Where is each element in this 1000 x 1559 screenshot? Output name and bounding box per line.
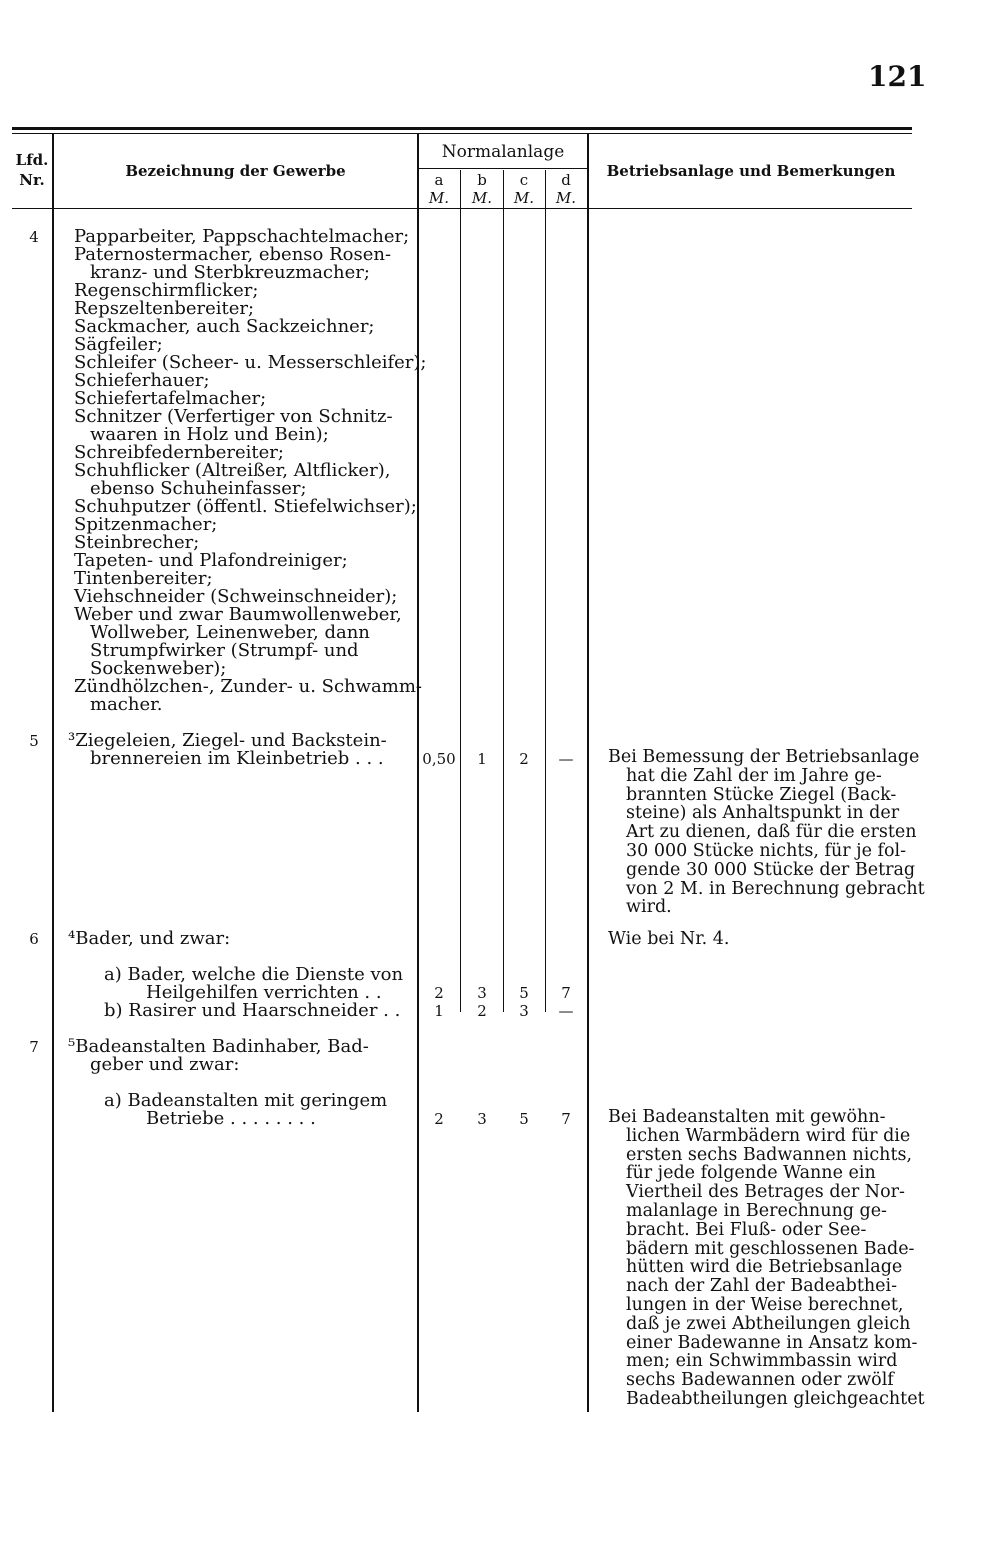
row-7a-value-c: 5	[519, 1110, 529, 1128]
row-6b-value-c: 3	[519, 1002, 529, 1020]
row-4-line: Papparbeiter, Pappschachtelmacher;	[74, 226, 410, 247]
row-5-value-b: 1	[477, 750, 487, 768]
row-6-title: ⁴Bader, und zwar:	[68, 928, 231, 949]
column-rule-b	[503, 170, 504, 1012]
row-4-line: macher.	[90, 694, 163, 715]
remark-line: einer Badewanne in Ansatz kom-	[626, 1332, 918, 1353]
remark-line: gende 30 000 Stücke der Betrag	[626, 859, 916, 880]
remark-line: lichen Warmbädern wird für die	[626, 1125, 911, 1146]
header-sub-c: c M.	[513, 171, 535, 207]
row-4-line: Schleifer (Scheer- u. Messerschleifer);	[74, 352, 427, 373]
row-6b-value-d: —	[558, 1002, 574, 1020]
header-bottom-rule	[12, 208, 912, 209]
header-nr: Nr.	[19, 171, 45, 189]
row-4-line: Schreibfedernbereiter;	[74, 442, 284, 463]
row-6b-value-a: 1	[434, 1002, 444, 1020]
row-4-line: Weber und zwar Baumwollenweber,	[74, 604, 402, 625]
remark-line: sechs Badewannen oder zwölf	[626, 1370, 894, 1391]
row-5-line: ³Ziegeleien, Ziegel- und Backstein-	[68, 730, 387, 751]
row-4-line: Strumpfwirker (Strumpf- und	[90, 640, 359, 661]
remark-line: von 2 M. in Berechnung gebracht	[626, 878, 925, 899]
remark-line: für jede folgende Wanne ein	[626, 1163, 876, 1184]
remark-line: daß je zwei Abtheilungen gleich	[626, 1313, 911, 1334]
remark-line: hat die Zahl der im Jahre ge-	[626, 765, 882, 786]
row-4-line: Sackmacher, auch Sackzeichner;	[74, 316, 375, 337]
remark-line: ersten sechs Badwannen nichts,	[626, 1144, 913, 1165]
remark-line: Badeabtheilungen gleichgeachtet	[626, 1388, 925, 1409]
row-6a-line: a) Bader, welche die Dienste von	[104, 964, 404, 985]
header-normalanlage: Normalanlage	[441, 142, 565, 162]
remark-line: Bei Badeanstalten mit gewöhn-	[608, 1107, 886, 1127]
row-4-number: 4	[29, 228, 39, 246]
remark-line: bädern mit geschlossenen Bade-	[626, 1238, 915, 1259]
row-7-remarks	[608, 1107, 925, 1409]
row-7-line: ⁵Badeanstalten Badinhaber, Bad-	[68, 1036, 369, 1057]
top-rule-thick	[12, 127, 912, 130]
row-5-number: 5	[29, 732, 39, 750]
remark-line: steine) als Anhaltspunkt in der	[626, 803, 900, 824]
row-5-value-c: 2	[519, 750, 529, 768]
row-6a-value-d: 7	[561, 984, 571, 1002]
column-rule-name	[417, 134, 419, 1412]
remark-line: Viertheil des Betrages der Nor-	[626, 1182, 905, 1203]
row-6-remark: Wie bei Nr. 4.	[608, 929, 730, 949]
normalanlage-rule	[419, 168, 587, 169]
row-5-value-a: 0,50	[422, 750, 456, 768]
row-6a-line: Heilgehilfen verrichten . .	[146, 982, 382, 1003]
row-5-value-d: —	[558, 750, 574, 768]
row-4-line: Sägfeiler;	[74, 334, 163, 355]
header-lfd-nr	[12, 150, 52, 190]
row-5-remarks	[608, 747, 925, 918]
row-4-line: Tapeten- und Plafondreiniger;	[74, 550, 348, 571]
row-4-line: Spitzenmacher;	[74, 514, 218, 535]
column-rule-d	[587, 134, 589, 1412]
row-4-line: kranz- und Sterbkreuzmacher;	[90, 262, 370, 283]
row-6-number: 6	[29, 930, 39, 948]
remark-line: brannten Stücke Ziegel (Back-	[626, 784, 897, 805]
top-rule-thin	[12, 133, 912, 134]
header-sub-a: a M.	[428, 171, 450, 207]
header-bezeichnung: Bezeichnung der Gewerbe	[125, 162, 346, 180]
row-7a-line: a) Badeanstalten mit geringem	[104, 1090, 388, 1111]
remark-line: malanlage in Berechnung ge-	[626, 1200, 887, 1221]
row-7a-value-d: 7	[561, 1110, 571, 1128]
header-betriebsanlage: Betriebsanlage und Bemerkungen	[606, 162, 896, 180]
column-rule-c	[545, 170, 546, 1012]
row-6a-value-a: 2	[434, 984, 444, 1002]
row-4-line: Sockenweber);	[90, 658, 227, 679]
header-sub-b: b M.	[471, 171, 493, 207]
row-7a-value-b: 3	[477, 1110, 487, 1128]
row-5-line: brennereien im Kleinbetrieb . . .	[90, 748, 384, 769]
row-4-line: Repszeltenbereiter;	[74, 298, 255, 319]
remark-line: wird.	[626, 897, 672, 918]
remark-line: nach der Zahl der Badeabthei-	[626, 1276, 897, 1297]
row-4-line: Paternostermacher, ebenso Rosen-	[74, 244, 392, 265]
row-4-line: Schnitzer (Verfertiger von Schnitz-	[74, 406, 393, 427]
row-4-line: Tintenbereiter;	[74, 568, 213, 589]
remark-line: Bei Bemessung der Betriebsanlage	[608, 747, 920, 767]
row-4-line: Zündhölzchen-, Zunder- u. Schwamm-	[74, 676, 423, 697]
row-6b-value-b: 2	[477, 1002, 487, 1020]
row-6b-line: b) Rasirer und Haarschneider . .	[104, 1000, 401, 1021]
row-4-line: Schieferhauer;	[74, 370, 210, 391]
remark-line: men; ein Schwimmbassin wird	[626, 1351, 898, 1372]
row-6a-value-b: 3	[477, 984, 487, 1002]
row-4-line: Schuhputzer (öffentl. Stiefelwichser);	[74, 496, 417, 517]
page-number: 121	[868, 60, 927, 93]
row-7-number: 7	[29, 1038, 39, 1056]
row-4-line: Schiefertafelmacher;	[74, 388, 267, 409]
remark-line: bracht. Bei Fluß- oder See-	[626, 1219, 867, 1240]
row-7-line: geber und zwar:	[90, 1054, 240, 1075]
row-4-line: Schuhflicker (Altreißer, Altflicker),	[74, 460, 391, 481]
remark-line: lungen in der Weise berechnet,	[626, 1294, 904, 1315]
row-6a-value-c: 5	[519, 984, 529, 1002]
row-4-line: Viehschneider (Schweinschneider);	[74, 586, 398, 607]
header-sub-d: d M.	[555, 171, 577, 207]
remark-line: 30 000 Stücke nichts, für je fol-	[626, 840, 907, 861]
remark-line: hütten wird die Betriebsanlage	[626, 1257, 903, 1278]
column-rule-a	[460, 170, 461, 1012]
row-4-line: waaren in Holz und Bein);	[90, 424, 329, 445]
row-7a-line: Betriebe . . . . . . . .	[146, 1108, 316, 1129]
row-4-line: Steinbrecher;	[74, 532, 200, 553]
column-rule-nr	[52, 134, 54, 1412]
header-lfd: Lfd.	[15, 151, 49, 169]
remark-line: Art zu dienen, daß für die ersten	[626, 822, 917, 843]
row-4-line: Wollweber, Leinenweber, dann	[90, 622, 370, 643]
row-4-line: Regenschirmflicker;	[74, 280, 259, 301]
row-7a-value-a: 2	[434, 1110, 444, 1128]
row-4-line: ebenso Schuheinfasser;	[90, 478, 307, 499]
